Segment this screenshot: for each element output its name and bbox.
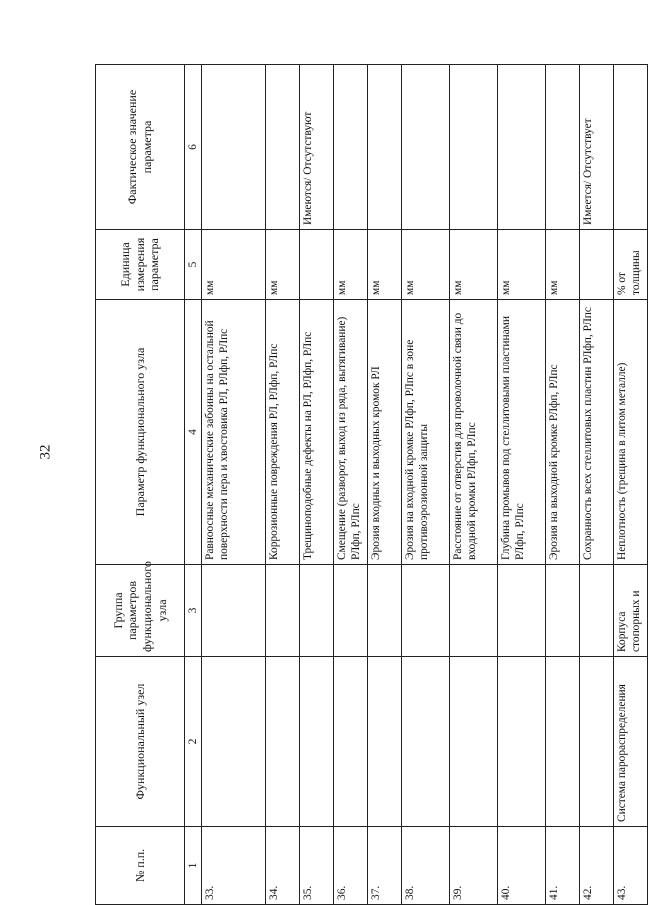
row-node [368,657,402,827]
row-value [368,65,402,230]
column-number: 2 [185,657,202,827]
row-node [546,657,580,827]
row-param: Сохранность всех стеллитовых пластин РЛфп, РЛпс [580,300,614,565]
row-unit: мм [402,230,450,300]
row-unit: мм [334,230,368,300]
row-node [202,657,266,827]
row-node [402,657,450,827]
header-cell-node: Функциональный узел [96,657,185,827]
row-number: 40. [498,827,546,905]
row-param: Эрозия входных и выходных кромок РЛ [368,300,402,565]
table-row [580,65,614,905]
row-unit: % от толщины [614,230,648,300]
table-row [334,65,368,905]
row-value [450,65,498,230]
row-number: 43. [614,827,648,905]
row-node [266,657,300,827]
row-value [402,65,450,230]
row-group [266,565,300,657]
row-value: Имеются/ Отсутствуют [300,65,334,230]
document-sheet [95,65,642,905]
table-row [266,65,300,905]
row-value: Имеется/ Отсутствует [580,65,614,230]
row-node [334,657,368,827]
row-unit: мм [202,230,266,300]
column-number: 3 [185,565,202,657]
row-number: 41. [546,827,580,905]
row-value [202,65,266,230]
row-value [266,65,300,230]
row-number: 42. [580,827,614,905]
row-node: Система парораспределения [614,657,648,827]
table-row [202,65,266,905]
row-unit [300,230,334,300]
row-param: Неплотность (трещина в литом металле) [614,300,648,565]
column-number: 1 [185,827,202,905]
row-number: 36. [334,827,368,905]
row-group [580,565,614,657]
rotated-table-wrapper [95,65,642,905]
row-group [202,565,266,657]
row-group [546,565,580,657]
header-cell-group: Группа параметров функционального узла [96,565,185,657]
row-param: Эрозия на выходной кромке РЛфп, РЛпс [546,300,580,565]
row-node [498,657,546,827]
column-number: 5 [185,230,202,300]
row-param: Равноосные механические забоины на остальной поверхности пера и хвостовика РЛ, РЛфп, РЛпс [202,300,266,565]
row-value [614,65,648,230]
row-group [300,565,334,657]
table-row [498,65,546,905]
row-group: Корпуса стопорных и [614,565,648,657]
row-number: 39. [450,827,498,905]
row-value [546,65,580,230]
row-node [580,657,614,827]
row-unit: мм [498,230,546,300]
header-row [96,65,185,905]
row-number: 37. [368,827,402,905]
row-param: Расстояние от отверстия для проволочной связи до входной кромки РЛфп, РЛпс [450,300,498,565]
table-row [368,65,402,905]
table-row [546,65,580,905]
header-cell-unit: Единица измерения параметра [96,230,185,300]
row-number: 34. [266,827,300,905]
table-row [614,65,648,905]
row-unit: мм [368,230,402,300]
row-param: Трещиноподобные дефекты на РЛ, РЛфп, РЛпс [300,300,334,565]
header-cell-num: № п.п. [96,827,185,905]
header-cell-param: Параметр функционального узла [96,300,185,565]
row-param: Коррозионные повреждения РЛ, РЛфп, РЛпс [266,300,300,565]
header-cell-value: Фактическое значение параметра [96,65,185,230]
row-param: Смещение (разворот, выход из ряда, вытягивание) РЛфп, РЛпс [334,300,368,565]
row-number: 33. [202,827,266,905]
row-unit: мм [450,230,498,300]
row-param: Глубина промывов под стеллитовыми пластинами РЛфп, РЛпс [498,300,546,565]
row-group [368,565,402,657]
row-number: 35. [300,827,334,905]
table-row [450,65,498,905]
row-group [334,565,368,657]
row-number: 38. [402,827,450,905]
row-unit: мм [266,230,300,300]
row-unit [580,230,614,300]
table-row [300,65,334,905]
column-number: 6 [185,65,202,230]
row-value [498,65,546,230]
page-number: 32 [37,444,54,460]
row-node [450,657,498,827]
row-group [498,565,546,657]
row-group [450,565,498,657]
row-param: Эрозия на входной кромке РЛфп, РЛпс в зоне противоэрозионной защиты [402,300,450,565]
column-number-row [185,65,202,905]
row-node [300,657,334,827]
parameters-table [95,64,648,905]
row-value [334,65,368,230]
table-row [402,65,450,905]
row-unit: мм [546,230,580,300]
column-number: 4 [185,300,202,565]
row-group [402,565,450,657]
